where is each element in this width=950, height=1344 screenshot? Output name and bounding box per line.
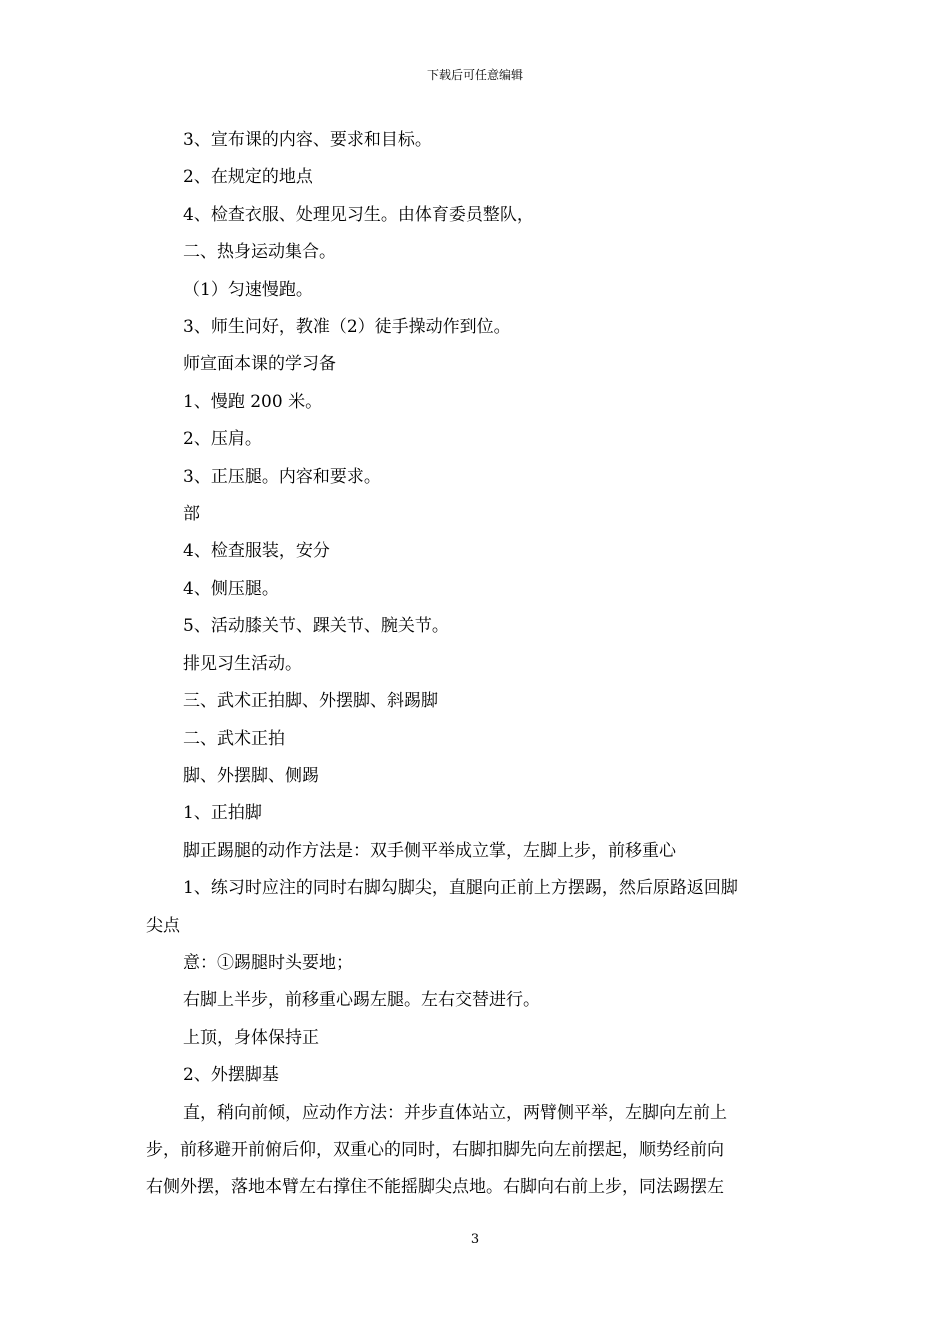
text-line: 3、师生问好，教准（2）徒手操动作到位。 xyxy=(183,317,511,338)
text-line: 尖点 xyxy=(146,915,180,936)
text-line: 1、正拍脚 xyxy=(183,803,262,824)
text-line: 上顶，身体保持正 xyxy=(183,1027,319,1048)
text-line: 三、武术正拍脚、外摆脚、斜踢脚 xyxy=(183,691,438,712)
text-line: 直，稍向前倾，应动作方法：并步直体站立，两臂侧平举，左脚向左前上 xyxy=(183,1102,727,1123)
text-line: 5、活动膝关节、踝关节、腕关节。 xyxy=(183,616,449,637)
text-line: 步，前移避开前俯后仰，双重心的同时，右脚扣脚先向左前摆起，顺势经前向 xyxy=(146,1139,724,1160)
text-line: 右侧外摆，落地本臂左右撑住不能摇脚尖点地。右脚向右前上步，同法踢摆左 xyxy=(146,1177,724,1198)
text-line: （1）匀速慢跑。 xyxy=(183,279,313,300)
text-line: 2、在规定的地点 xyxy=(183,167,313,188)
text-line: 2、外摆脚基 xyxy=(183,1065,279,1086)
document-body xyxy=(146,122,810,1207)
text-line: 4、侧压腿。 xyxy=(183,578,279,599)
text-line: 1、慢跑 200 米。 xyxy=(183,391,323,412)
text-line: 二、热身运动集合。 xyxy=(183,242,336,263)
text-line: 右脚上半步，前移重心踢左腿。左右交替进行。 xyxy=(183,990,540,1011)
text-line: 4、检查服装，安分 xyxy=(183,541,330,562)
text-line: 脚正踢腿的动作方法是：双手侧平举成立掌，左脚上步，前移重心 xyxy=(183,840,676,861)
text-line: 排见习生活动。 xyxy=(183,653,302,674)
text-line: 二、武术正拍 xyxy=(183,728,285,749)
text-line: 1、练习时应注的同时右脚勾脚尖，直腿向正前上方摆踢，然后原路返回脚 xyxy=(183,878,738,899)
text-line: 3、正压腿。内容和要求。 xyxy=(183,466,381,487)
text-line: 部 xyxy=(183,504,200,525)
text-line: 4、检查衣服、处理见习生。由体育委员整队， xyxy=(183,204,534,225)
text-line: 师宣面本课的学习备 xyxy=(183,354,336,375)
page-number: 3 xyxy=(470,1232,480,1247)
page-header: 下载后可任意编辑 xyxy=(426,68,523,82)
text-line: 3、宣布课的内容、要求和目标。 xyxy=(183,130,432,150)
text-line: 脚、外摆脚、侧踢 xyxy=(183,765,319,786)
text-line: 2、压肩。 xyxy=(183,429,262,450)
text-line: 意：①踢腿时头要地； xyxy=(183,952,353,973)
